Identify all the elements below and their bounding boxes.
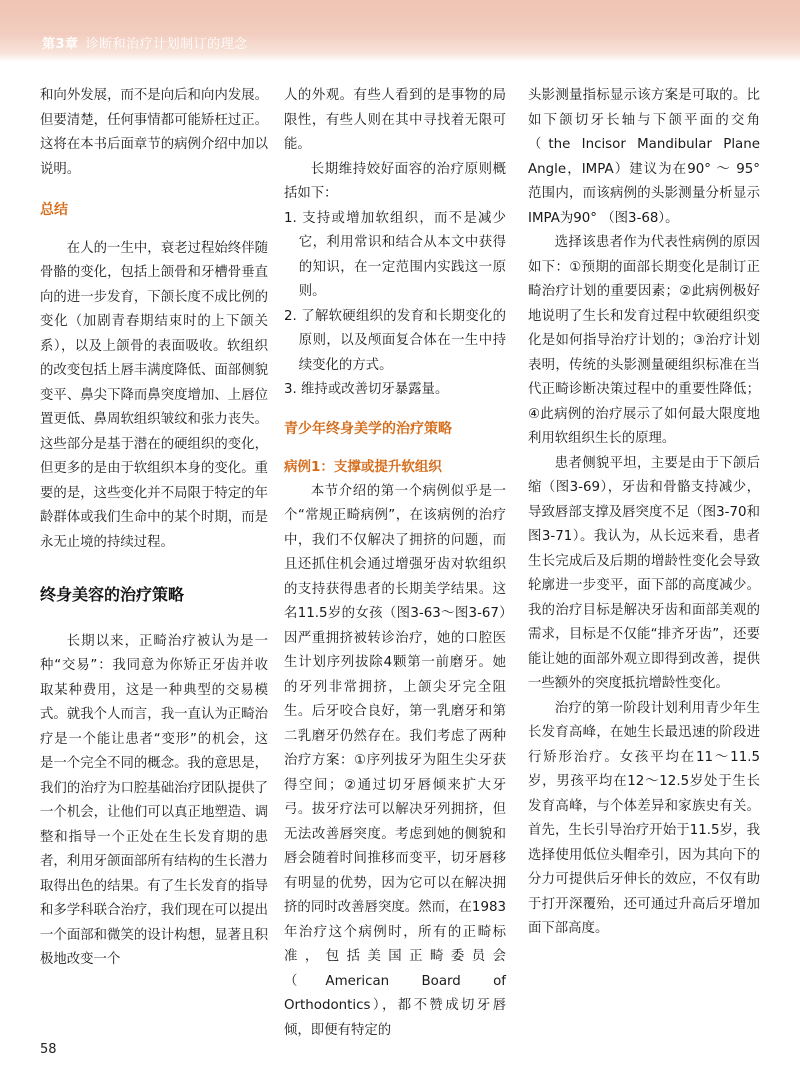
chapter-label: 第3章 bbox=[42, 37, 79, 52]
paragraph: 长期以来，正畸治疗被认为是一种“交易”：我同意为你矫正牙齿并收取某种费用，这是一种典型的交易模式。就我个人而言，我一直认为正畸治疗是一个能让患者“变形”的机会，这是一个完全不同的概念。我的意思是，我们的治疗为口腔基础治疗团队提供了一个机会，让他们可以真正地塑造、调整和指导一个正处在生长发育期的患者，利用牙颌面部所有结构的生长潜力取得出色的结果。有了生长发育的指导和多学科联合治疗，我们现在可以提出一个面部和微笑的设计构想，显著且积极地改变一个 bbox=[40, 633, 268, 967]
summary-heading: 总结 bbox=[40, 202, 68, 218]
paragraph: 长期维持姣好面容的治疗原则概括如下： bbox=[284, 161, 506, 201]
page-number: 58 bbox=[40, 1042, 57, 1057]
paragraph: 患者侧貌平坦，主要是由于下颌后缩（图3-69），牙齿和骨骼支持减少，导致唇部支撑及唇突度不足（图3-70和图3-71）。我认为，从长远来看，患者生长完成后及后期的增龄性变化会导致轮廓进一步变平，面下部的高度减少。我的治疗目标是解决牙齿和面部美观的需求，目标是不仅能“排齐牙齿”，还要能让她的面部外观立即得到改善，提供一些额外的突度抵抗增龄性变化。 bbox=[528, 455, 760, 691]
chapter-title: 诊断和治疗计划制订的理念 bbox=[85, 37, 248, 52]
column-right bbox=[528, 84, 760, 942]
principles-list bbox=[284, 207, 506, 403]
list-item: 1. 支持或增加软组织，而不是减少它，利用常识和结合从本文中获得的知识，在一定范围内实践这一原则。 bbox=[284, 210, 506, 299]
paragraph: 和向外发展，而不是向后和向内发展。但要清楚，任何事情都可能矫枉过正。这将在本书后面章节的病例介绍中加以说明。 bbox=[40, 88, 268, 177]
section-heading: 青少年终身美学的治疗策略 bbox=[284, 420, 452, 437]
paragraph: 选择该患者作为代表性病例的原因如下：①预期的面部长期变化是制订正畸治疗计划的重要因素；②此病例极好地说明了生长和发育过程中软硬组织变化是如何指导治疗计划的；③治疗计划表明，传统的头影测量硬组织标准在当代正畸诊断决策过程中的重要性降低；④此病例的治疗展示了如何最大限度地利用软组织生长的原理。 bbox=[528, 235, 760, 446]
running-header bbox=[42, 33, 248, 52]
list-item: 3. 维持或改善切牙暴露量。 bbox=[284, 382, 449, 397]
paragraph: 治疗的第一阶段计划利用青少年生长发育高峰，在她生长最迅速的阶段进行矫形治疗。女孩平均在11～11.5岁，男孩平均在12～12.5岁处于生长发育高峰，与个体差异和家族史有关。首先，生长引导治疗开始于11.5岁，我选择使用低位头帽牵引，因为其向下的分力可提供后牙伸长的效应，不仅有助于打开深覆殆，还可通过升高后牙增加面下部高度。 bbox=[528, 700, 760, 936]
header-band bbox=[0, 0, 800, 62]
paragraph: 在人的一生中，衰老过程始终伴随骨骼的变化，包括上颌骨和牙槽骨垂直向的进一步发育，下颌长度不成比例的变化（加剧青春期结束时的上下颌关系），以及上颌骨的表面吸收。软组织的改变包括上唇丰满度降低、面部侧貌变平、鼻尖下降而鼻突度增加、上唇位置更低、鼻周软组织皱纹和张力丧失。这些部分是基于潜在的硬组织的变化，但更多的是由于软组织本身的变化。重要的是，这些变化并不局限于特定的年龄群体或我们生命中的某个时期，而是永无止境的持续过程。 bbox=[40, 240, 268, 550]
section-heading: 终身美容的治疗策略 bbox=[40, 585, 185, 604]
paragraph: 本节介绍的第一个病例似乎是一个“常规正畸病例”，在该病例的治疗中，我们不仅解决了拥挤的问题，而且还抓住机会通过增强牙齿对软组织的支持获得患者的长期美学结果。这名11.5岁的女孩（图3-63～图3-67）因严重拥挤被转诊治疗，她的口腔医生计划序列拔除4颗第一前磨牙。她的牙列非常拥挤，上颌尖牙完全阻生。后牙咬合良好，第一乳磨牙和第二乳磨牙仍然存在。我们考虑了两种治疗方案：①序列拔牙为阻生尖牙获得空间；②通过切牙唇倾来扩大牙弓。拔牙疗法可以解决牙列拥挤，但无法改善唇突度。考虑到她的侧貌和唇会随着时间推移而变平，切牙唇移有明显的优势，因为它可以在解决拥挤的同时改善唇突度。然而，在1983年治疗这个病例时，所有的正畸标准，包括美国正畸委员会（American Board of Orthodontics），都不赞成切牙唇倾，即便有特定的 bbox=[284, 483, 506, 1038]
list-item: 2. 了解软硬组织的发育和长期变化的原则，以及颅面复合体在一生中持续变化的方式。 bbox=[284, 308, 506, 373]
column-left bbox=[40, 84, 268, 973]
case-heading: 病例1：支撑或提升软组织 bbox=[284, 459, 442, 475]
paragraph: 头影测量指标显示该方案是可取的。比如下颌切牙长轴与下颌平面的交角（the Incisor Mandibular Plane Angle，IMPA）建议为在90° ～ 95° 范围内，而该病例的头影测量分析显示IMPA为90° （图3-68）。 bbox=[528, 88, 760, 226]
column-middle bbox=[284, 84, 506, 1043]
paragraph: 人的外观。有些人看到的是事物的局限性，有些人则在其中寻找着无限可能。 bbox=[284, 88, 506, 152]
